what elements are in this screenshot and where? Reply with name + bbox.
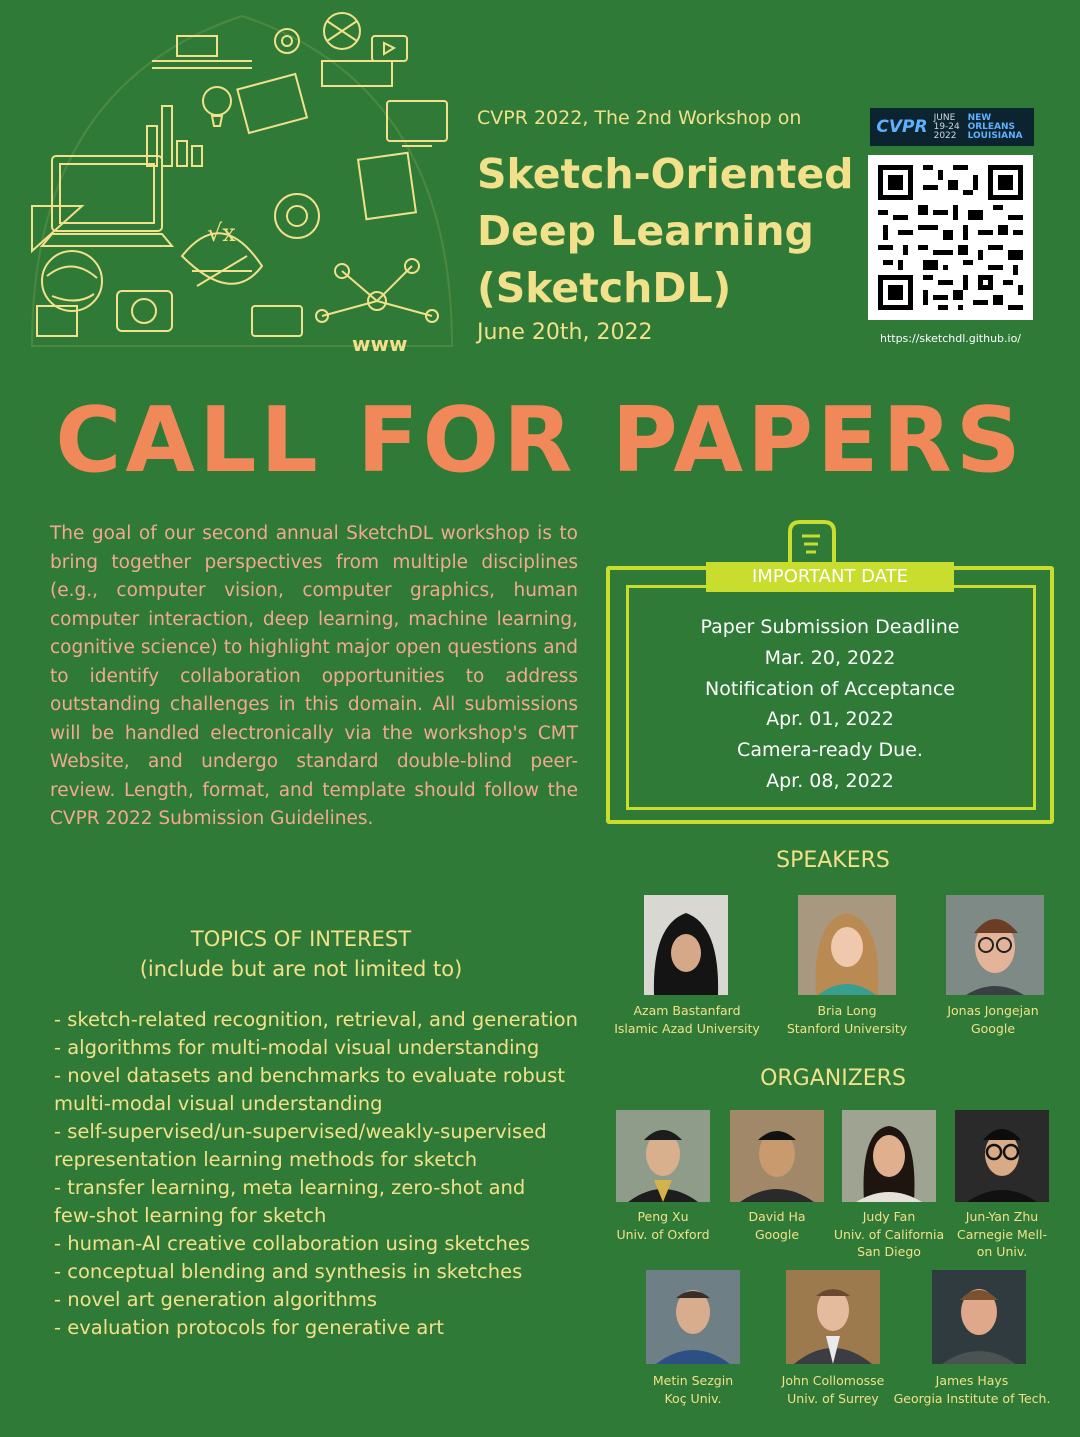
topics-heading: [80, 924, 522, 984]
topic-item: - sketch-related recognition, retrieval, and generation: [54, 1008, 578, 1031]
organizer-caption: [763, 1372, 903, 1407]
speakers-heading: SPEAKERS: [776, 848, 890, 873]
speaker-caption: [918, 1002, 1068, 1037]
organizer-name: James Hays: [935, 1373, 1009, 1388]
topics-list: [54, 1006, 594, 1342]
topic-item: - novel art generation algorithms: [54, 1288, 378, 1311]
organizer-affiliation: Koç Univ.: [664, 1390, 722, 1406]
workshop-title: [477, 146, 857, 317]
workshop-subtitle: CVPR 2022, The 2nd Workshop on: [477, 107, 802, 129]
topic-item: - human-AI creative collaboration using sketches: [54, 1232, 530, 1255]
speaker-name: Bria Long: [817, 1003, 877, 1018]
speaker-affiliation: Stanford University: [786, 1020, 908, 1036]
organizer-affiliation: Univ. of Surrey: [787, 1390, 879, 1406]
important-dates-list: [640, 612, 1020, 797]
organizer-affiliation-line2: San Diego: [857, 1244, 921, 1259]
speaker-photo: [946, 895, 1044, 995]
date-item: Apr. 08, 2022: [766, 769, 894, 792]
topic-item: - transfer learning, meta learning, zero-shot and: [54, 1176, 526, 1199]
title-line: Deep Learning: [477, 207, 814, 255]
speaker-caption: [612, 1002, 762, 1037]
title-line: Sketch-Oriented: [477, 150, 854, 198]
title-line: (SketchDL): [477, 264, 732, 312]
organizer-affiliation: Univ. of Oxford: [616, 1226, 710, 1242]
organizer-affiliation: Univ. of California: [833, 1226, 945, 1242]
topics-subtitle: (include but are not limited to): [139, 957, 463, 981]
organizer-photo: [932, 1270, 1026, 1364]
organizer-photo: [955, 1110, 1049, 1202]
organizer-name: Jun-Yan Zhu: [965, 1209, 1039, 1224]
date-item: Paper Submission Deadline: [700, 616, 960, 638]
topic-item: few-shot learning for sketch: [54, 1204, 327, 1227]
topic-item: representation learning methods for sketch: [54, 1148, 478, 1171]
organizer-name: Peng Xu: [637, 1209, 689, 1224]
speaker-caption: [772, 1002, 922, 1037]
cvpr-logo: [870, 108, 1034, 146]
cvpr-logo-city: NEW ORLEANS LOUISIANA: [967, 112, 1023, 141]
doodle-illustration: [22, 6, 462, 356]
qr-code[interactable]: [868, 155, 1033, 320]
organizer-caption: [932, 1208, 1072, 1261]
organizer-name: Metin Sezgin: [652, 1373, 734, 1388]
organizer-name: Judy Fan: [862, 1209, 916, 1224]
organizer-name: John Collomosse: [781, 1373, 885, 1388]
speaker-name: Jonas Jongejan: [947, 1003, 1039, 1018]
organizer-affiliation: Carnegie Mell-: [957, 1226, 1047, 1242]
topic-item: - self-supervised/un-supervised/weakly-supervised: [54, 1120, 547, 1143]
briefcase-handle-icon: [780, 518, 842, 564]
call-for-papers-heading: CALL FOR PAPERS: [55, 388, 1025, 493]
speaker-photo: [644, 895, 728, 995]
speaker-photo: [798, 895, 896, 995]
organizer-affiliation-line2: on Univ.: [976, 1244, 1028, 1259]
important-date-label: IMPORTANT DATE: [706, 562, 954, 592]
speaker-name: Azam Bastanfard: [633, 1003, 741, 1018]
organizer-affiliation: Georgia Institute of Tech.: [893, 1390, 1051, 1406]
organizer-photo: [842, 1110, 936, 1202]
speaker-affiliation: Islamic Azad University: [614, 1020, 760, 1036]
topics-title: TOPICS OF INTEREST: [190, 927, 412, 951]
organizer-affiliation: Google: [754, 1226, 800, 1242]
topic-item: multi-modal visual understanding: [54, 1092, 383, 1115]
topic-item: - evaluation protocols for generative art: [54, 1316, 445, 1339]
organizer-photo: [730, 1110, 824, 1202]
organizer-name: David Ha: [748, 1209, 806, 1224]
date-item: Mar. 20, 2022: [764, 646, 896, 669]
date-item: Apr. 01, 2022: [766, 708, 894, 731]
website-url[interactable]: https://sketchdl.github.io/: [879, 332, 1022, 345]
workshop-date: June 20th, 2022: [477, 320, 653, 345]
svg-text:www: www: [352, 332, 408, 356]
cvpr-logo-text: CVPR: [876, 117, 928, 137]
topic-item: - novel datasets and benchmarks to evaluate robust: [54, 1064, 565, 1087]
speaker-affiliation: Google: [970, 1020, 1016, 1036]
organizer-photo: [786, 1270, 880, 1364]
workshop-description: The goal of our second annual SketchDL workshop is to bring together perspectives from multiple disciplines (e.g., computer vision, computer graphics, human computer interaction, deep learning, machine learning, cognitive science) to highlight major open questions and to identify collaboration opportunities to address outstanding challenges in this domain. All submissions will be handled electronically via the workshop's CMT Website, and undergo standard double-blind peer-review. Length, format, and template should follow the CVPR 2022 Submission Guidelines.: [50, 523, 578, 829]
svg-text:√x: √x: [207, 219, 236, 247]
organizer-caption: [623, 1372, 763, 1407]
organizer-photo: [616, 1110, 710, 1202]
cvpr-logo-dates: JUNE 19-24 2022: [933, 112, 960, 141]
organizer-photo: [646, 1270, 740, 1364]
organizer-caption: [892, 1372, 1052, 1407]
date-item: Notification of Acceptance: [705, 677, 955, 700]
organizers-heading: ORGANIZERS: [760, 1066, 906, 1091]
date-item: Camera-ready Due.: [737, 739, 923, 762]
topic-item: - conceptual blending and synthesis in sketches: [54, 1260, 523, 1283]
topic-item: - algorithms for multi-modal visual understanding: [54, 1036, 540, 1059]
